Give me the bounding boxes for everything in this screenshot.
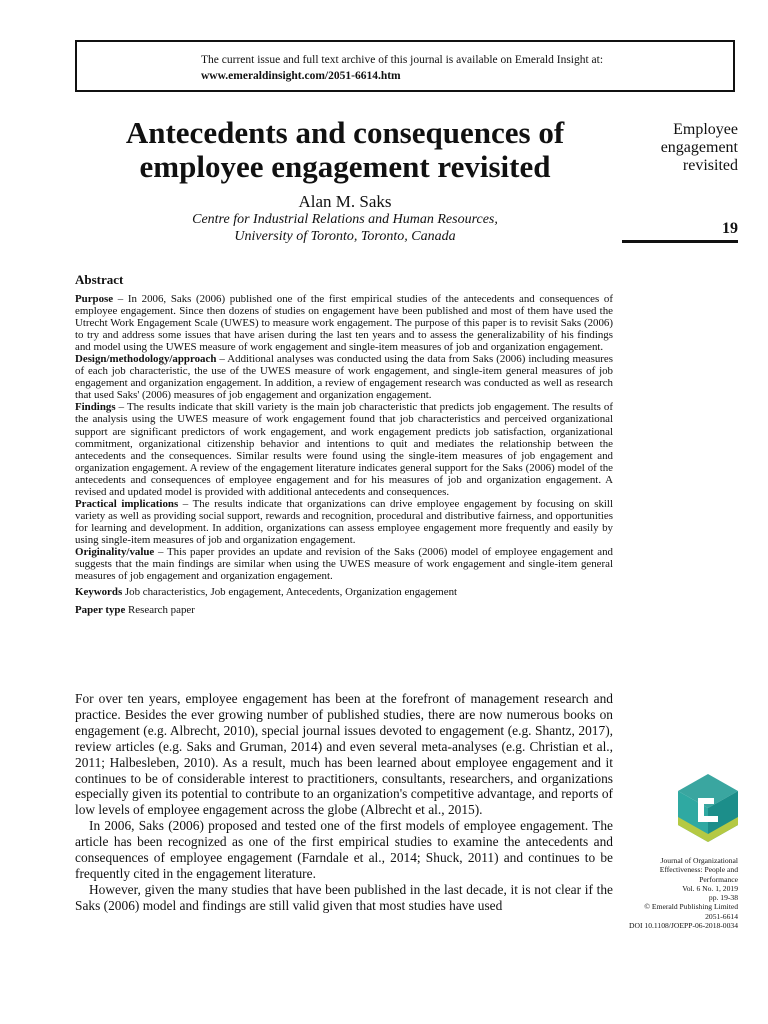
- affiliation-line-1: Centre for Industrial Relations and Human Resources,: [192, 212, 498, 227]
- affiliation-line-2: University of Toronto, Toronto, Canada: [234, 229, 456, 244]
- paper-type-text: Research paper: [125, 604, 195, 617]
- body-paragraph: In 2006, Saks (2006) proposed and tested one of the first models of employee engagement. The article has been recognized as one of the first empirical studies to examine the antecedents and consequences of employee engagement (Farndale et al., 2014; Shuck, 2011) and continues to be frequently cited in the engagement literature.: [75, 818, 613, 881]
- body-paragraph: For over ten years, employee engagement has been at the forefront of management research and practice. Besides the ever growing number of published studies, there are now numerous books on engagement (e.g. Albrecht, 2010), special journal issues devoted to engagement (e.g. Shantz, 2017), review articles (e.g. Saks and Gruman, 2014) and even several meta-analyses (e.g. Christian et al., 2011; Halbesleben, 2010). As a result, much has been learned about employee engagement and it continues to be of considerable interest to practitioners, consultants, researchers, and organizations especially given its potential to contribute to an organization's competitive advantage, and reports of low levels of employee engagement across the globe (Albrecht et al., 2015).: [75, 691, 613, 818]
- abstract-findings: [75, 401, 613, 497]
- availability-text: The current issue and full text archive of this journal is available on Emerald Insight at:: [201, 54, 604, 66]
- margin-rule: [622, 240, 738, 243]
- journal-info: [629, 856, 738, 930]
- keywords-text: Job characteristics, Job engagement, Antecedents, Organization engagement: [122, 586, 458, 599]
- journal-info-line: Vol. 6 No. 1, 2019: [682, 883, 738, 893]
- journal-info-line: DOI 10.1108/JOEPP-06-2018-0034: [629, 921, 738, 931]
- article-title: Antecedents and consequences of employee engagement revisited: [125, 115, 565, 184]
- abstract-originality: [75, 546, 613, 582]
- publisher-logo-icon: [674, 772, 742, 844]
- abstract-design: [75, 353, 613, 401]
- body-paragraph: However, given the many studies that have been published in the last decade, it is not clear if the Saks (2006) model and findings are still valid given that most studies have used: [75, 881, 613, 913]
- journal-info-line: Effectiveness: People and: [659, 865, 738, 875]
- running-head: [661, 121, 738, 175]
- abstract-text: – Additional analyses was conducted using the data from Saks (2006) including measures of each job characteristic, the use of the UWES measure of work engagement, and single-item general measures of job engagement and organization engagement. In addition, a review of engagement research was conducted as well as research that used Saks' (2006) measures of job engagement and organization engagement.: [75, 353, 613, 402]
- journal-info-line: pp. 19-38: [708, 893, 738, 903]
- abstract-label: Design/methodology/approach: [75, 353, 217, 366]
- abstract-label: Practical implications: [75, 497, 179, 510]
- abstract-text: – In 2006, Saks (2006) published one of the first empirical studies of the antecedents and consequences of employee engagement. Since then dozens of studies on engagement have been published and most of them have used the Utrecht Work Engagement Scale (UWES) to measure work engagement. The purpose of this paper is to revisit Saks (2006) to try and address some issues that have arisen during the last ten years and to assess the generalizability of his findings and model using the UWES measure of work engagement and single-item measures of job and organization engagement.: [75, 293, 613, 354]
- abstract-heading: Abstract: [75, 272, 124, 287]
- abstract-label: Purpose: [75, 293, 114, 305]
- paper-type-label: Paper type: [75, 604, 126, 617]
- journal-info-line: Journal of Organizational: [660, 856, 738, 865]
- abstract: [75, 272, 613, 617]
- body-text: [75, 691, 613, 914]
- abstract-text: – The results indicate that organizations can drive employee engagement by focusing on skill variety as well as providing social support, rewards and recognition, procedural and distributive fairness, and opportunities for learning and development. In addition, organizations can assess employee engagement more frequently and easily by using single-item measures of job and organization engagement.: [75, 497, 613, 546]
- running-head-line-1: Employee: [673, 121, 738, 138]
- abstract-label: Originality/value: [75, 545, 155, 558]
- journal-info-line: 2051-6614: [705, 911, 738, 921]
- keywords-label: Keywords: [75, 586, 123, 599]
- journal-info-line: Performance: [699, 874, 738, 884]
- abstract-purpose: [75, 293, 613, 353]
- journal-info-line: © Emerald Publishing Limited: [644, 902, 738, 912]
- running-head-line-2: engagement: [660, 139, 738, 156]
- journal-availability-box: [75, 40, 735, 92]
- abstract-text: – This paper provides an update and revision of the Saks (2006) model of employee engagement and suggests that the main findings are similar when using the UWES measure of work engagement and single-item general measures of job engagement and organization engagement.: [75, 545, 613, 583]
- page-number: 19: [722, 220, 738, 237]
- abstract-practical: [75, 498, 613, 546]
- running-head-line-3: revisited: [682, 157, 738, 174]
- author-affiliation: [75, 211, 615, 245]
- abstract-label: Findings: [75, 401, 116, 414]
- journal-url-link[interactable]: www.emeraldinsight.com/2051-6614.htm: [201, 70, 401, 82]
- paper-type: [75, 603, 613, 617]
- abstract-text: – The results indicate that skill variety is the main job characteristic that predicts job engagement. The results of the analysis using the UWES measure of work engagement found that job characteristics and perceived organizational support are significant predictors of work engagement, and work engagement predicts job satisfaction, organizational commitment, organizational citizenship behavior and intentions to quit and mediates the relationship between the antecedents and the consequences. Similar results were found using the single-item measures of job engagement and organization engagement. A review of the engagement literature indicates general support for the Saks (2006) model of the antecedents and consequences of employee engagement and for his measures of job and organization engagement. A revised and updated model is provided with additional antecedents and consequences.: [75, 401, 613, 498]
- author-name: Alan M. Saks: [298, 192, 392, 211]
- keywords: [75, 585, 613, 599]
